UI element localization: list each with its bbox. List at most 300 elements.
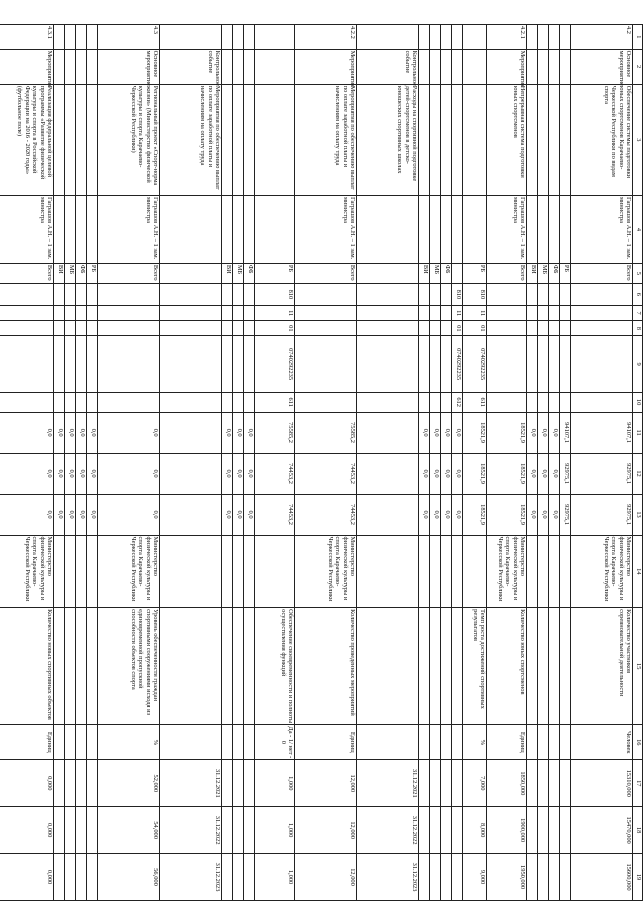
table-cell xyxy=(463,84,487,195)
table-cell: 0,0 xyxy=(87,453,98,494)
table-cell xyxy=(430,807,441,854)
table-cell xyxy=(160,195,222,263)
table-cell: 75585,2 xyxy=(295,412,357,453)
table-cell: 31.12.2021 xyxy=(357,760,419,807)
column-number: 9 xyxy=(633,336,643,392)
table-cell xyxy=(87,283,98,305)
table-cell: 8,000 xyxy=(463,807,487,854)
table-cell xyxy=(538,725,549,760)
table-cell xyxy=(255,49,295,84)
column-number: 10 xyxy=(633,392,643,412)
table-cell xyxy=(222,807,233,854)
table-cell: 0,0 xyxy=(76,494,87,535)
table-cell: 0,0 xyxy=(538,412,549,453)
table-cell xyxy=(87,725,98,760)
table-cell: МБ xyxy=(430,263,441,283)
column-number: 1 xyxy=(633,25,643,50)
table-cell: 0,0 xyxy=(244,494,255,535)
column-number: 8 xyxy=(633,321,643,336)
table-cell xyxy=(87,336,98,392)
table-cell xyxy=(65,25,76,50)
table-cell: 01 xyxy=(452,321,463,336)
table-cell xyxy=(233,725,244,760)
table-cell xyxy=(419,854,430,901)
table-cell: ВИ xyxy=(54,263,65,283)
table-row xyxy=(452,25,463,901)
table-cell: 0,0 xyxy=(441,494,452,535)
table-cell xyxy=(487,283,527,305)
table-cell: РБ xyxy=(87,263,98,283)
table-cell: 0,0 xyxy=(430,494,441,535)
table-cell xyxy=(430,760,441,807)
table-cell: 0,0 xyxy=(87,412,98,453)
table-cell xyxy=(295,336,357,392)
table-cell xyxy=(463,49,487,84)
table-cell: 94107,1 xyxy=(560,412,571,453)
table-cell xyxy=(452,535,463,608)
table-cell xyxy=(255,25,295,50)
table-cell xyxy=(357,306,419,321)
table-cell: 92975,1 xyxy=(560,494,571,535)
table-cell xyxy=(98,283,160,305)
table-cell: 611 xyxy=(463,392,487,412)
table-cell xyxy=(244,807,255,854)
table-cell: 0,0 xyxy=(222,494,233,535)
table-cell: 0,0 xyxy=(441,412,452,453)
table-cell xyxy=(549,84,560,195)
table-cell xyxy=(527,84,538,195)
table-cell: 0,0 xyxy=(222,453,233,494)
table-cell xyxy=(160,392,222,412)
table-cell xyxy=(357,321,419,336)
table-cell xyxy=(452,807,463,854)
table-cell xyxy=(244,535,255,608)
table-cell xyxy=(549,336,560,392)
table-cell: Гаграшов А.Н. – 1 зам. министра xyxy=(98,195,160,263)
column-number: 2 xyxy=(633,49,643,84)
table-cell: 0,0 xyxy=(430,453,441,494)
table-cell xyxy=(222,392,233,412)
table-cell xyxy=(430,49,441,84)
table-cell: Расходы на спортивной подготовке детей-спортсменов в детско-юношеских спортивных школах xyxy=(357,84,419,195)
table-cell: 0,0 xyxy=(419,453,430,494)
table-cell xyxy=(65,392,76,412)
table-cell xyxy=(560,84,571,195)
table-row xyxy=(222,25,233,901)
table-cell: 0,0 xyxy=(65,453,76,494)
table-cell: 18521,9 xyxy=(463,453,487,494)
table-cell xyxy=(160,306,222,321)
table-cell xyxy=(87,25,98,50)
table-cell xyxy=(0,321,54,336)
table-cell: 74453,2 xyxy=(295,453,357,494)
table-cell: 94107,1 xyxy=(571,412,633,453)
table-row xyxy=(233,25,244,901)
table-cell xyxy=(430,283,441,305)
table-cell: 0,0 xyxy=(65,494,76,535)
table-cell xyxy=(452,854,463,901)
table-cell: 810 xyxy=(255,283,295,305)
table-cell xyxy=(357,392,419,412)
table-cell: Мероприятие xyxy=(0,49,54,84)
table-cell xyxy=(233,535,244,608)
table-cell: 0,0 xyxy=(54,453,65,494)
table-cell xyxy=(527,321,538,336)
table-cell xyxy=(441,392,452,412)
table-cell xyxy=(54,807,65,854)
table-cell xyxy=(419,84,430,195)
table-cell xyxy=(98,306,160,321)
table-cell xyxy=(538,321,549,336)
table-cell: 0,0 xyxy=(527,494,538,535)
table-cell xyxy=(98,321,160,336)
table-cell: ФБ xyxy=(76,263,87,283)
table-cell: 4.2 xyxy=(571,25,633,50)
table-row xyxy=(87,25,98,901)
table-cell xyxy=(76,854,87,901)
table-cell: РБ xyxy=(255,263,295,283)
table-cell xyxy=(463,535,487,608)
table-cell: 1900,000 xyxy=(487,807,527,854)
table-cell: Да - 1/ нет - 0 xyxy=(255,725,295,760)
table-cell xyxy=(76,760,87,807)
table-cell xyxy=(538,306,549,321)
table-cell: 31.12.2021 xyxy=(160,760,222,807)
table-cell xyxy=(560,195,571,263)
table-cell xyxy=(222,535,233,608)
table-cell xyxy=(452,760,463,807)
table-cell xyxy=(54,608,65,725)
table-row xyxy=(76,25,87,901)
table-cell: 74453,2 xyxy=(255,453,295,494)
table-cell xyxy=(233,392,244,412)
table-cell xyxy=(430,84,441,195)
table-row xyxy=(549,25,560,901)
table-cell xyxy=(430,25,441,50)
table-cell xyxy=(527,336,538,392)
table-cell xyxy=(560,321,571,336)
table-cell: Единиц xyxy=(487,725,527,760)
column-number: 17 xyxy=(633,760,643,807)
table-cell xyxy=(549,283,560,305)
table-cell: 52,000 xyxy=(98,760,160,807)
table-cell xyxy=(441,854,452,901)
table-cell xyxy=(54,25,65,50)
table-cell xyxy=(452,195,463,263)
table-cell xyxy=(65,725,76,760)
table-cell xyxy=(222,283,233,305)
table-cell xyxy=(65,760,76,807)
table-cell xyxy=(538,535,549,608)
table-cell xyxy=(0,336,54,392)
table-cell: 0740292235 xyxy=(452,336,463,392)
table-cell xyxy=(54,854,65,901)
table-cell xyxy=(65,195,76,263)
table-cell: 0740292235 xyxy=(255,336,295,392)
table-cell xyxy=(452,84,463,195)
table-cell: Гаграшов А.Н. – 1 зам. министра xyxy=(571,195,633,263)
table-row xyxy=(538,25,549,901)
table-cell: 74453,2 xyxy=(255,494,295,535)
table-cell: 18521,9 xyxy=(463,494,487,535)
table-cell xyxy=(76,321,87,336)
table-row xyxy=(527,25,538,901)
table-cell xyxy=(160,725,222,760)
table-cell: 18521,9 xyxy=(487,453,527,494)
table-cell: % xyxy=(98,725,160,760)
table-cell: Основное мероприятие xyxy=(98,49,160,84)
table-cell: 15470,000 xyxy=(571,807,633,854)
table-cell xyxy=(222,25,233,50)
table-cell xyxy=(65,283,76,305)
table-cell: 0,0 xyxy=(76,453,87,494)
table-cell xyxy=(76,195,87,263)
table-cell xyxy=(255,195,295,263)
table-cell xyxy=(441,25,452,50)
table-cell: Количество проведенных мероприятий xyxy=(295,608,357,725)
table-cell xyxy=(222,306,233,321)
column-number: 16 xyxy=(633,725,643,760)
table-cell: 31.12.2023 xyxy=(357,854,419,901)
table-cell xyxy=(255,535,295,608)
table-cell xyxy=(233,306,244,321)
table-cell xyxy=(160,494,222,535)
column-number: 12 xyxy=(633,453,643,494)
table-cell: 54,000 xyxy=(98,807,160,854)
table-cell xyxy=(65,854,76,901)
table-cell: Министерство физической культуры и спорта Карачаево-Черкесской Республики xyxy=(571,535,633,608)
table-cell: 0,0 xyxy=(419,494,430,535)
table-cell: 0,0 xyxy=(98,494,160,535)
table-cell: Контрольное событие xyxy=(160,49,222,84)
table-cell: РБ xyxy=(560,263,571,283)
table-cell xyxy=(560,608,571,725)
table-row xyxy=(0,25,54,901)
table-cell xyxy=(419,25,430,50)
table-cell xyxy=(549,306,560,321)
table-cell: МБ xyxy=(233,263,244,283)
table-cell xyxy=(0,306,54,321)
table-cell xyxy=(527,854,538,901)
table-cell: 0,0 xyxy=(98,453,160,494)
table-cell xyxy=(430,195,441,263)
table-cell: Мероприятия по обеспечению выплат по оплате заработной платы и начислениям на оплату труда xyxy=(160,84,222,195)
table-cell: 4.2.2 xyxy=(295,25,357,50)
table-cell xyxy=(560,760,571,807)
table-cell xyxy=(54,84,65,195)
table-cell: 0,0 xyxy=(549,453,560,494)
table-cell: Гаграшов А.Н. – 1 зам. министра xyxy=(0,195,54,263)
table-cell: 611 xyxy=(255,392,295,412)
table-cell xyxy=(538,760,549,807)
table-cell xyxy=(98,392,160,412)
program-table xyxy=(0,24,643,901)
table-cell: Контрольное событие xyxy=(357,49,419,84)
table-cell: 0,0 xyxy=(233,412,244,453)
table-cell xyxy=(419,336,430,392)
table-cell xyxy=(571,306,633,321)
table-row xyxy=(463,25,487,901)
table-cell xyxy=(441,807,452,854)
table-cell xyxy=(549,854,560,901)
table-cell: 12,000 xyxy=(295,760,357,807)
table-cell xyxy=(233,283,244,305)
table-cell: Всего xyxy=(295,263,357,283)
table-cell: 31.12.2022 xyxy=(357,807,419,854)
table-cell: 0,0 xyxy=(527,453,538,494)
table-cell xyxy=(54,760,65,807)
table-cell xyxy=(538,84,549,195)
table-cell: Мероприятия по обеспечению выплат по оплате заработной платы и начислениям на оплату труда xyxy=(295,84,357,195)
table-cell xyxy=(419,306,430,321)
table-cell xyxy=(430,608,441,725)
table-cell xyxy=(549,725,560,760)
table-cell: 15600,000 xyxy=(571,854,633,901)
table-cell xyxy=(87,807,98,854)
table-cell: Региональный проект «Спорт-норма жизни» (Министерство физической культуры и спорта Карачаево-Черкесской Республики) xyxy=(98,84,160,195)
table-cell: Обеспечение системы подготовки юных спортсменов Карачаево-Черкесской Республики по видам спорта xyxy=(571,84,633,195)
table-cell xyxy=(538,25,549,50)
table-cell: МБ xyxy=(538,263,549,283)
table-cell xyxy=(487,306,527,321)
table-cell: 74453,2 xyxy=(295,494,357,535)
table-cell xyxy=(419,321,430,336)
table-cell xyxy=(549,195,560,263)
table-cell xyxy=(244,25,255,50)
table-cell xyxy=(357,608,419,725)
column-number: 7 xyxy=(633,306,643,321)
table-cell xyxy=(357,494,419,535)
table-cell xyxy=(549,392,560,412)
table-cell xyxy=(419,535,430,608)
table-cell xyxy=(233,195,244,263)
column-number: 3 xyxy=(633,84,643,195)
table-cell xyxy=(430,392,441,412)
table-cell xyxy=(0,392,54,412)
table-row xyxy=(160,25,222,901)
table-cell: 0,000 xyxy=(0,807,54,854)
table-cell xyxy=(560,49,571,84)
table-cell xyxy=(357,535,419,608)
table-cell xyxy=(0,283,54,305)
table-cell xyxy=(419,725,430,760)
table-cell: Министерство физической культуры и спорта Карачаево-Черкесской Республики xyxy=(0,535,54,608)
table-cell: 11 xyxy=(255,306,295,321)
table-cell: 01 xyxy=(255,321,295,336)
table-cell xyxy=(430,336,441,392)
table-cell xyxy=(430,321,441,336)
table-cell xyxy=(441,336,452,392)
table-cell xyxy=(357,412,419,453)
table-cell: 1,000 xyxy=(255,854,295,901)
table-cell: ВИ xyxy=(222,263,233,283)
table-cell xyxy=(419,283,430,305)
table-cell xyxy=(233,336,244,392)
table-cell xyxy=(441,760,452,807)
table-cell xyxy=(527,608,538,725)
table-cell xyxy=(571,321,633,336)
table-cell: 9,000 xyxy=(463,854,487,901)
table-cell xyxy=(54,336,65,392)
table-cell xyxy=(87,392,98,412)
table-cell: 1850,000 xyxy=(487,760,527,807)
table-cell xyxy=(160,321,222,336)
table-cell xyxy=(549,49,560,84)
table-cell xyxy=(54,283,65,305)
table-cell xyxy=(441,535,452,608)
table-cell: 1,000 xyxy=(255,760,295,807)
table-cell xyxy=(244,306,255,321)
table-cell: 0,0 xyxy=(441,453,452,494)
table-cell xyxy=(357,283,419,305)
table-cell xyxy=(222,760,233,807)
table-cell xyxy=(87,321,98,336)
table-cell: Всего xyxy=(487,263,527,283)
table-cell xyxy=(244,195,255,263)
table-cell: 612 xyxy=(452,392,463,412)
table-cell: Единиц xyxy=(295,725,357,760)
table-cell xyxy=(487,392,527,412)
table-cell xyxy=(452,725,463,760)
table-cell xyxy=(87,535,98,608)
table-cell xyxy=(160,453,222,494)
table-cell xyxy=(244,49,255,84)
table-cell xyxy=(419,49,430,84)
table-cell xyxy=(452,25,463,50)
table-cell xyxy=(76,283,87,305)
table-cell xyxy=(233,807,244,854)
table-cell: 7,000 xyxy=(463,760,487,807)
table-cell xyxy=(76,535,87,608)
table-cell xyxy=(560,535,571,608)
table-cell xyxy=(549,321,560,336)
table-cell: 75585,2 xyxy=(255,412,295,453)
rotated-table-sheet xyxy=(16,24,643,901)
table-cell xyxy=(560,336,571,392)
table-cell xyxy=(452,263,463,283)
table-cell xyxy=(76,392,87,412)
table-cell: % xyxy=(463,725,487,760)
table-cell xyxy=(244,854,255,901)
column-number: 14 xyxy=(633,535,643,608)
table-row xyxy=(419,25,430,901)
table-cell xyxy=(430,725,441,760)
table-cell xyxy=(571,336,633,392)
table-cell: Человек xyxy=(571,725,633,760)
table-cell xyxy=(487,321,527,336)
table-cell: Министерство физической культуры и спорта Карачаево-Черкесской Республики xyxy=(487,535,527,608)
table-cell: 18521,9 xyxy=(487,494,527,535)
table-cell xyxy=(244,608,255,725)
table-cell xyxy=(538,336,549,392)
table-row xyxy=(98,25,160,901)
table-cell xyxy=(419,195,430,263)
table-cell: 12,000 xyxy=(295,807,357,854)
table-cell: ФБ xyxy=(441,263,452,283)
table-cell xyxy=(244,321,255,336)
table-cell xyxy=(87,49,98,84)
table-cell: 92975,1 xyxy=(571,494,633,535)
table-cell xyxy=(549,25,560,50)
table-cell xyxy=(222,49,233,84)
table-cell: 31.12.2022 xyxy=(160,807,222,854)
table-cell xyxy=(222,195,233,263)
table-row xyxy=(430,25,441,901)
table-cell: 0,0 xyxy=(244,412,255,453)
table-cell xyxy=(441,195,452,263)
table-cell xyxy=(441,283,452,305)
table-cell xyxy=(76,725,87,760)
